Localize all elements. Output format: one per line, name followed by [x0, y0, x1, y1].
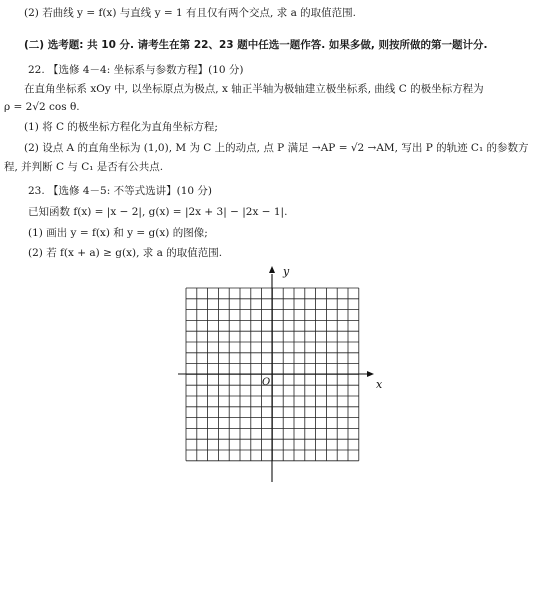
- x-axis-label: x: [376, 378, 383, 391]
- x-axis-arrow: [367, 371, 374, 377]
- y-axis-label: y: [283, 265, 290, 278]
- question-23-stem: 已知函数 f(x) = |x − 2|, g(x) = |2x + 3| − |2x − 1|.: [28, 206, 288, 218]
- question-23-part-2: (2) 若 f(x + a) ≥ g(x), 求 a 的取值范围.: [28, 247, 223, 259]
- question-22-part-2-cont: 程, 并判断 C 与 C₁ 是否有公共点.: [4, 161, 164, 173]
- question-23-part-1: (1) 画出 y = f(x) 和 y = g(x) 的图像;: [28, 227, 208, 239]
- question-22-title: 22. 【选修 4－4: 坐标系与参数方程】(10 分): [28, 64, 244, 76]
- question-21-part-2: (2) 若曲线 y = f(x) 与直线 y = 1 有且仅有两个交点, 求 a 的取值范围.: [24, 7, 357, 19]
- question-23-title: 23. 【选修 4－5: 不等式选讲】(10 分): [28, 185, 213, 197]
- question-22-equation: ρ = 2√2 cos θ.: [4, 101, 80, 113]
- origin-label: O: [262, 377, 271, 388]
- y-axis-arrow: [269, 266, 275, 273]
- question-22-stem: 在直角坐标系 xOy 中, 以坐标原点为极点, x 轴正半轴为极轴建立极坐标系, 曲线 C 的极坐标方程为: [24, 83, 484, 95]
- section-header-elective: (二) 选考题: 共 10 分. 请考生在第 22、23 题中任选一题作答. 如果多做, 则按所做的第一题计分.: [24, 39, 488, 51]
- question-22-part-1: (1) 将 C 的极坐标方程化为直角坐标方程;: [24, 121, 218, 133]
- question-22-part-2: (2) 设点 A 的直角坐标为 (1,0), M 为 C 上的动点, 点 P 满足 →AP = √2 →AM, 写出 P 的轨迹 C₁ 的参数方: [24, 142, 529, 154]
